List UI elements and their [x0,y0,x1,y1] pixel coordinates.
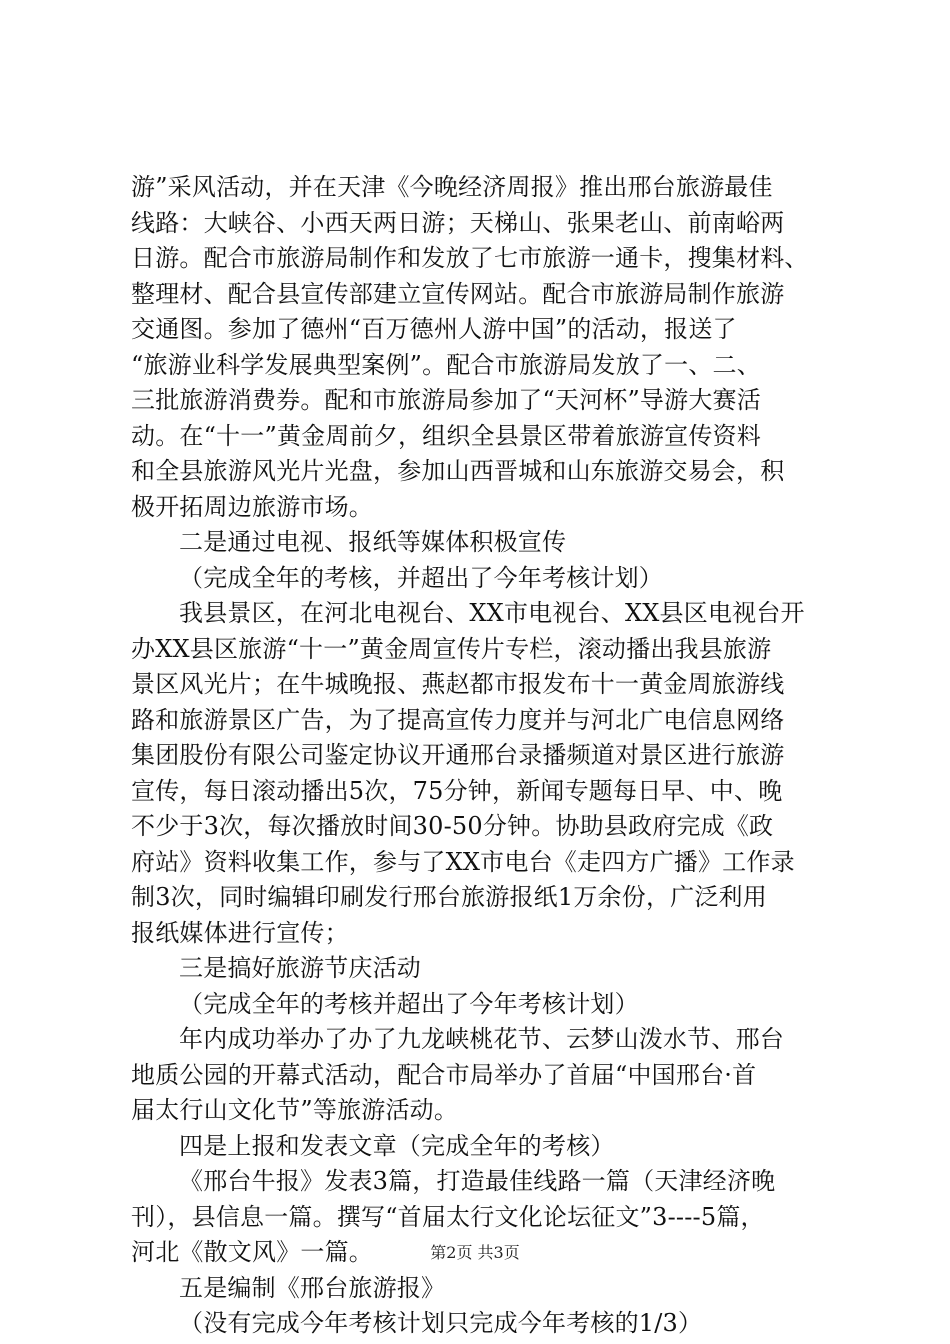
text-line: 日游。配合市旅游局制作和发放了七市旅游一通卡，搜集材料、 [131,244,809,272]
text-line: 和全县旅游风光片光盘，参加山西晋城和山东旅游交易会，积 [131,457,785,485]
text-line: 《邢台牛报》发表3篇，打造最佳线路一篇（天津经济晚 [179,1167,776,1195]
section-heading: 五是编制《邢台旅游报》 [179,1273,446,1302]
text-line: 河北《散文风》一篇。 [131,1238,373,1266]
section-heading: 二是通过电视、报纸等媒体积极宣传 [179,528,567,556]
text-line: 交通图。参加了德州“百万德州人游中国”的活动，报送了 [131,315,737,343]
text-line: 极开拓周边旅游市场。 [131,492,373,521]
text-line: “旅游业科学发展典型案例”。配合市旅游局发放了一、二、 [131,350,761,379]
text-line: 整理材、配合县宣传部建立宣传网站。配合市旅游局制作旅游 [131,279,785,308]
text-line: 刊），县信息一篇。撰写“首届太行文化论坛征文”3----5篇， [131,1202,765,1231]
document-body [131,170,831,1342]
text-line: 路和旅游景区广告，为了提高宣传力度并与河北广电信息网络 [131,705,785,734]
text-line: 线路：大峡谷、小西天两日游；天梯山、张果老山、前南峪两 [131,208,785,237]
text-line: 我县景区，在河北电视台、XX市电视台、XX县区电视台开 [179,599,805,627]
section-heading: 四是上报和发表文章（完成全年的考核） [179,1131,615,1160]
text-line: 三批旅游消费券。配和市旅游局参加了“天河杯”导游大赛活 [131,386,761,414]
page-footer: 第2页 共3页 [430,1243,520,1262]
section-heading: 三是搞好旅游节庆活动 [179,954,421,982]
text-line: 报纸媒体进行宣传； [131,918,349,947]
text-line: 制3次，同时编辑印刷发行邢台旅游报纸1万余份，广泛利用 [131,883,767,911]
text-line: 届太行山文化节”等旅游活动。 [131,1096,459,1124]
text-line: 景区风光片；在牛城晚报、燕赵都市报发布十一黄金周旅游线 [131,670,785,698]
text-line: 办XX县区旅游“十一”黄金周宣传片专栏，滚动播出我县旅游 [131,634,772,663]
text-line: 宣传，每日滚动播出5次，75分钟，新闻专题每日早、中、晚 [131,776,783,805]
text-line: 集团股份有限公司鉴定协议开通邢台录播频道对景区进行旅游 [131,741,785,769]
text-line: 府站》资料收集工作，参与了XX市电台《走四方广播》工作录 [131,847,795,876]
text-line: 游”采风活动，并在天津《今晚经济周报》推出邢台旅游最佳 [131,173,773,201]
text-line: 地质公园的开幕式活动，配合市局举办了首届“中国邢台·首 [131,1060,757,1089]
section-note: （没有完成今年考核计划只完成今年考核的1/3） [179,1309,703,1337]
text-line: 不少于3次，每次播放时间30-50分钟。协助县政府完成《政 [131,812,774,840]
section-note: （完成全年的考核并超出了今年考核计划） [179,989,639,1018]
section-note: （完成全年的考核，并超出了今年考核计划） [179,563,663,592]
text-line: 年内成功举办了办了九龙峡桃花节、云梦山泼水节、邢台 [179,1025,784,1053]
text-line: 动。在“十一”黄金周前夕，组织全县景区带着旅游宣传资料 [131,421,761,450]
